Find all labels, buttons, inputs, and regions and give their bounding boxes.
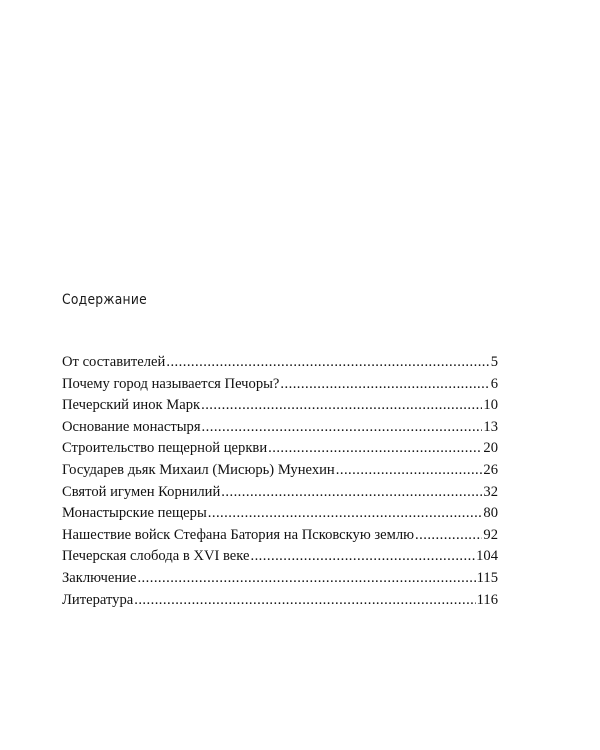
toc-heading: Содержание (62, 292, 147, 308)
toc-dot-leader (336, 460, 483, 482)
toc-entry (62, 395, 498, 417)
toc-entry-title: Нашествие войск Стефана Батория на Псковскую землю (62, 526, 415, 543)
toc-entry (62, 374, 498, 396)
toc-dot-leader (250, 546, 475, 568)
toc-entry (62, 352, 498, 374)
toc-entry (62, 482, 498, 504)
toc-dot-leader (202, 417, 483, 439)
toc-entry-title: Святой игумен Корнилий (62, 483, 221, 500)
toc-entry (62, 568, 498, 590)
toc-entry (62, 417, 498, 439)
toc-entry-title: Строительство пещерной церкви (62, 440, 268, 457)
toc-entry-title: Почему город называется Печоры? (62, 375, 280, 392)
toc-entry-title: Печерский инок Марк (62, 397, 201, 414)
toc-entry-page: 104 (476, 548, 498, 565)
toc-entry (62, 590, 498, 612)
toc-dot-leader (201, 395, 482, 417)
toc-dot-leader (415, 525, 482, 547)
toc-entry (62, 525, 498, 547)
toc-entry-page: 13 (483, 418, 498, 435)
toc-entry-page: 10 (483, 397, 498, 414)
toc-entry-page: 20 (483, 440, 498, 457)
toc-entry (62, 438, 498, 460)
table-of-contents (62, 352, 498, 611)
toc-entry (62, 460, 498, 482)
toc-entry-title: Заключение (62, 569, 137, 586)
toc-dot-leader (221, 482, 482, 504)
toc-dot-leader (166, 352, 489, 374)
toc-dot-leader (134, 590, 475, 612)
toc-entry-page: 32 (483, 483, 498, 500)
toc-dot-leader (208, 503, 483, 525)
toc-entry-title: Литература (62, 591, 134, 608)
toc-entry-page: 5 (490, 354, 498, 370)
toc-entry-title: Печерская слобода в XVI веке (62, 548, 250, 565)
toc-entry-title: Монастырские пещеры (62, 505, 207, 522)
toc-dot-leader (137, 568, 475, 590)
toc-entry (62, 503, 498, 525)
toc-entry-page: 115 (476, 569, 498, 586)
toc-entry-title: От составителей (62, 354, 166, 370)
toc-entry-page: 6 (490, 375, 498, 392)
toc-dot-leader (280, 374, 489, 396)
toc-entry-page: 116 (476, 591, 498, 608)
toc-entry-title: Основание монастыря (62, 418, 201, 435)
toc-entry-page: 92 (483, 526, 498, 543)
toc-entry (62, 546, 498, 568)
toc-dot-leader (268, 438, 482, 460)
toc-entry-title: Государев дьяк Михаил (Мисюрь) Мунехин (62, 461, 335, 478)
toc-entry-page: 26 (483, 461, 498, 478)
toc-entry-page: 80 (483, 505, 498, 522)
